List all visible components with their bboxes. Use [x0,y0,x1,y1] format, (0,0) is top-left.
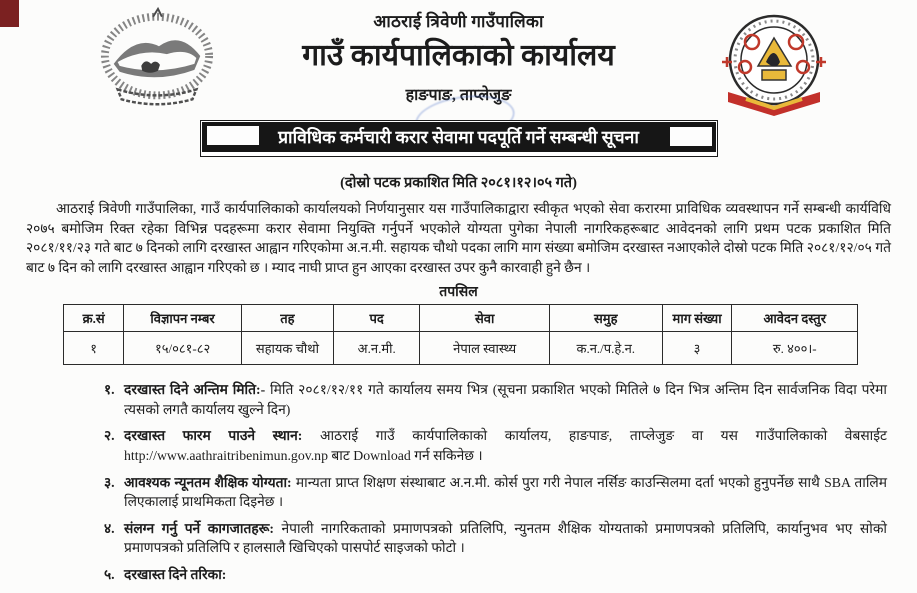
note-label: दरखास्त फारम पाउने स्थान: [124,428,303,444]
municipal-seal-icon [712,12,836,122]
table-header-cell: आवेदन दस्तुर [732,305,858,332]
publish-date-line: (दोस्रो पटक प्रकाशित मिति २०८१।१२।०५ गते) [340,175,577,191]
note-text: आठराई गाउँ कार्यपालिकाको कार्यालय, हाङपाङ, ताप्लेजुङ वा यस गाउँपालिकाको वेबसाईट http://www.aathraitribenimun.gov.np बाट Download गर्न सकिनेछ । [124,428,887,464]
office-location: हाङपाङ, ताप्लेजुङ [405,87,512,104]
note-item-4 [104,519,887,558]
banner-end-box-left [207,126,259,145]
note-label: संलग्न गर्नु पर्ने कागजातहरू: [124,520,274,536]
notes-list [104,380,887,584]
note-number: ४. [104,520,115,536]
notice-title-banner-fill [202,122,716,152]
note-number: ५. [104,566,115,582]
table-header-cell: पद [333,305,420,332]
table-cell: १ [64,332,124,365]
table-cell: नेपाल स्वास्थ्य [420,332,549,365]
table-cell: १५/०८१-८२ [124,332,242,365]
schedule-heading: तपसिल [439,285,478,301]
table-cell: रु. ४००।- [732,332,858,365]
table-cell: अ.न.मी. [333,332,420,365]
note-number: २. [104,428,115,444]
table-cell: सहायक चौथो [241,332,333,365]
note-item-3 [104,473,887,512]
vacancy-table [63,304,858,365]
table-cell: क.न./प.हे.न. [549,332,662,365]
note-label: दरखास्त दिने अन्तिम मिति:- [124,382,266,398]
municipality-name: आठराई त्रिवेणी गाउँपालिका [373,12,544,31]
table-row [64,332,858,365]
scan-corner-mark [0,0,19,27]
notice-body-paragraph: आठराई त्रिवेणी गाउँपालिका, गाउँ कार्यपालिकाको कार्यालयको निर्णयानुसार यस गाउँपालिकाद्वारा स्वीकृत भएको सेवा करारमा प्राविधिक व्यवस्थापन गर्ने सम्बन्धी कार्यविधि २०७५ बमोजिम रिक्त रहेका विभिन्न पदहरूमा करार सेवामा नियुक्ति गर्नुपर्ने भएकोले योग्यता पुगेका नेपाली नागरिकहरूबाट आवेदनको लागि प्रथम पटक प्रकाशित मिति २०८१/११/२३ गते बाट ७ दिनको लागि दरखास्त आह्वान गरिएकोमा अ.न.मी. सहायक चौथो पदका लागि माग संख्या बमोजिम दरखास्त नआएकोले दोस्रो पटक मिति २०८१/१२/०५ गते बाट ७ दिन को लागि दरखास्त आह्वान गरिएको छ । म्याद नाघी प्राप्त हुन आएका दरखास्त उपर कुनै कारवाही हुने छैन । [26,201,891,275]
table-cell: ३ [662,332,732,365]
note-label: आवश्यक न्यूनतम शैक्षिक योग्यता: [124,474,292,490]
table-header-row [64,305,858,332]
note-text: मान्यता प्राप्त शिक्षण संस्थाबाट अ.न.मी. कोर्स पुरा गरी नेपाल नर्सिङ काउन्सिलमा दर्ता भएको हुनुपर्नेछ साथै SBA तालिम लिएकालाई प्राथमिकता दिइनेछ । [124,474,887,510]
note-label: दरखास्त दिने तरिका: [124,566,227,582]
note-number: १. [104,382,115,398]
note-text: नेपाली नागरिकताको प्रमाणपत्रको प्रतिलिपि, न्युनतम शैक्षिक योग्यताको प्रमाणपत्रको प्रतिलिपि, कार्यानुभव भए सोको प्रमाणपत्रको प्रतिलिपि र हालसालै खिचिएको पासपोर्ट साइजको फोटो । [124,520,887,556]
note-text: मिति २०८१/१२/११ गते कार्यालय समय भित्र (सूचना प्रकाशित भएको मितिले ७ दिन भित्र अन्तिम दिन सार्वजनिक विदा परेमा त्यसको लगतै कार्यालय खुल्ने दिन) [124,382,887,417]
note-item-2 [104,426,887,465]
note-item-1 [104,380,887,419]
office-name: गाउँ कार्यपालिकाको कार्यालय [302,39,615,72]
notice-title-banner [200,120,718,157]
nepal-coat-of-arms-icon [98,4,216,114]
table-header-cell: क्र.सं [64,305,124,332]
table-header-cell: समुह [549,305,662,332]
table-header-cell: सेवा [420,305,549,332]
note-number: ३. [104,474,115,490]
table-header-cell: विज्ञापन नम्बर [124,305,242,332]
notice-title: प्राविधिक कर्मचारी करार सेवामा पदपूर्ति गर्ने सम्बन्धी सूचना [278,127,639,147]
table-header-cell: माग संख्या [662,305,732,332]
table-header-cell: तह [241,305,333,332]
banner-end-box-right [670,127,712,146]
note-item-5-clipped [104,565,887,585]
